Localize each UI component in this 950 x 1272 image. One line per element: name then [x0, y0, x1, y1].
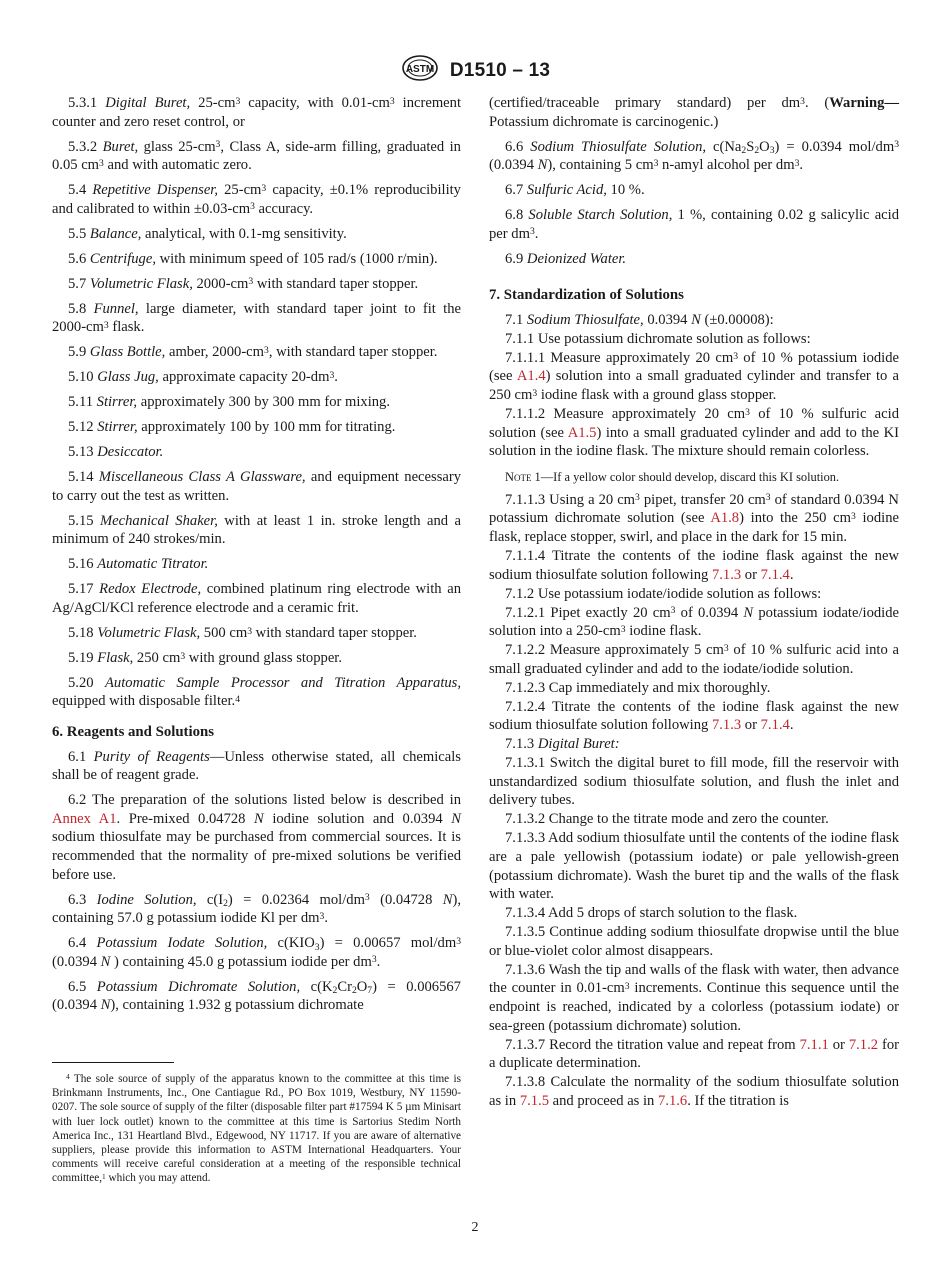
ref-7-1-1[interactable]: 7.1.1 — [799, 1036, 829, 1053]
section-7-1-3-8: 7.1.3.8 Calculate the normality of the sodium thiosulfate solution as in 7.1.5 and proceed as in 7.1.6. If the titration is — [489, 1074, 899, 1109]
section-7-1-2-4: 7.1.2.4 Titrate the contents of the iodine flask against the new sodium thiosulfate solution following 7.1.3 or 7.1.4. — [489, 698, 899, 734]
heading-standardization: 7. Standardization of Solutions — [489, 287, 684, 304]
astm-logo-icon — [400, 54, 440, 87]
section-7-1-3: 7.1.3 Digital Buret: — [505, 736, 620, 753]
section-5-4: 5.4 Repetitive Dispenser, $25-cm^3$ capacity, ±0.1% reproducibility and calibrated to within $\pm 0.03-cm^3$ accuracy. — [52, 182, 461, 217]
section-5-19: 5.19 Flask, 250 $cm^3$ with ground glass stopper. — [68, 649, 343, 666]
section-5-7: 5.7 Volumetric Flask, $2000-cm^3$ with standard taper stopper. — [68, 275, 419, 292]
footnote-divider — [52, 1062, 174, 1063]
section-5-6: 5.6 Centrifuge, with minimum speed of 105 rad/s (1000 r/min). — [68, 250, 438, 267]
page-header — [0, 54, 950, 87]
section-7-1-1-3: 7.1.1.3 Using a 20 $cm^3$ pipet, transfer 20 $cm^3$ of standard 0.0394 N potassium dichromate solution (see A1.8) into the 250 $cm^3$ iodine flask, replace stopper, swirl, and place in the dark for 15 min. — [489, 491, 899, 546]
ref-7-1-6[interactable]: 7.1.6 — [658, 1092, 688, 1109]
page-number: 2 — [471, 1220, 479, 1235]
section-7-1-2-2: 7.1.2.2 Measure approximately 5 $cm^3$ of 10 % sulfuric acid into a small graduated cylinder and add to the iodate/iodide solution. — [489, 642, 899, 677]
section-7-1-3-5: 7.1.3.5 Continue adding sodium thiosulfate dropwise until the blue or blue-violet color almost disappears. — [489, 924, 899, 959]
section-5-8: 5.8 Funnel, large diameter, with standard taper joint to fit the $2000-cm^3$ flask. — [52, 300, 461, 336]
ref-7-1-3[interactable]: 7.1.3 — [711, 717, 742, 734]
section-6-9: 6.9 Deionized Water. — [505, 250, 627, 267]
ref-7-1-2[interactable]: 7.1.2 — [848, 1036, 879, 1053]
left-column — [52, 94, 461, 1021]
section-5-20: 5.20 Automatic Sample Processor and Titration Apparatus, equipped with disposable filter.$^4$ — [52, 674, 461, 710]
section-6-5: 6.5 Potassium Dichromate Solution, $c(K_2Cr_2O_7) = 0.006567$ (0.0394 N), containing 1.932 g potassium dichromate — [52, 978, 461, 1014]
ref-7-1-5[interactable]: 7.1.5 — [519, 1092, 549, 1109]
section-6-6: 6.6 Sodium Thiosulfate Solution, $c(Na_2S_2O_3) = 0.0394$ mol/$dm^3$ (0.0394 N), containing 5 $cm^3$ n-amyl alcohol per $dm^3$. — [489, 138, 899, 174]
section-5-3-1: 5.3.1 Digital Buret, $25-cm^3$ capacity, with $0.01-cm^3$ increment counter and zero reset control, or — [52, 95, 461, 130]
section-7-1-2-3: 7.1.2.3 Cap immediately and mix thoroughly. — [505, 679, 771, 696]
section-6-3: 6.3 Iodine Solution, $c(I_2) = 0.02364$ mol/$dm^3$ (0.04728 N), containing 57.0 g potassium iodide Kl per $dm^3$. — [52, 891, 461, 927]
ref-7-1-4[interactable]: 7.1.4 — [760, 717, 790, 734]
section-7-1-1-4: 7.1.1.4 Titrate the contents of the iodine flask against the new sodium thiosulfate solution following 7.1.3 or 7.1.4. — [489, 548, 899, 583]
annex-link[interactable]: Annex A1 — [52, 810, 117, 827]
section-7-1-2-1: 7.1.2.1 Pipet exactly 20 $cm^3$ of 0.0394 N potassium iodate/iodide solution into a $250-cm^3$ iodine flask. — [489, 604, 899, 640]
standard-designation: D1510 – 13 — [449, 59, 551, 81]
section-6-4: 6.4 Potassium Iodate Solution, $c(KIO_3) = 0.00657$ mol/$dm^3$ (0.0394 N ) containing 45.0 g potassium iodide per $dm^3$. — [52, 935, 461, 970]
ref-a1-5[interactable]: A1.5 — [567, 424, 597, 441]
section-7-1-3-4: 7.1.3.4 Add 5 drops of starch solution to the flask. — [505, 905, 798, 922]
right-column — [489, 94, 899, 1111]
section-5-18: 5.18 Volumetric Flask, 500 $cm^3$ with standard taper stopper. — [68, 624, 417, 641]
section-5-14: 5.14 Miscellaneous Class A Glassware, and equipment necessary to carry out the test as written. — [52, 469, 462, 504]
section-7-1-2: 7.1.2 Use potassium iodate/iodide solution as follows: — [505, 585, 822, 602]
section-6-1: 6.1 Purity of Reagents—Unless otherwise stated, all chemicals shall be of reagent grade. — [52, 748, 461, 784]
footnote-ref: 4 — [235, 694, 241, 706]
section-7-1-1-2: 7.1.1.2 Measure approximately 20 $cm^3$ of 10 % sulfuric acid solution (see A1.5) into a small graduated cylinder and add to the KI solution in the iodine flask. The mixture should remain colorless. — [489, 406, 899, 460]
section-7-1-1-1: 7.1.1.1 Measure approximately 20 $cm^3$ of 10 % potassium iodide (see A1.4) solution into a small graduated cylinder and transfer to a 250 $cm^3$ iodine flask with a ground glass stopper. — [489, 349, 899, 404]
section-5-16: 5.16 Automatic Titrator. — [68, 556, 209, 573]
section-7-1-3-1: 7.1.3.1 Switch the digital buret to fill mode, fill the reservoir with unstandardized sodium thiosulfate solution, and flush the inlet and delivery tubes. — [489, 755, 899, 809]
section-5-10: 5.10 Glass Jug, approximate capacity $20-dm^3$. — [68, 369, 338, 386]
section-6-8: 6.8 Soluble Starch Solution, 1 %, containing 0.02 g salicylic acid per $dm^3$. — [489, 207, 900, 242]
section-5-13: 5.13 Desiccator. — [68, 444, 164, 461]
section-7-1-3-2: 7.1.3.2 Change to the titrate mode and zero the counter. — [505, 811, 829, 828]
section-6-2: 6.2 The preparation of the solutions listed below is described in Annex A1. Pre-mixed 0.04728 N iodine solution and 0.0394 N sodium thiosulfate may be purchased from commercial sources. It is recommended that the normality of pre-mixed solutions be verified before use. — [52, 792, 461, 883]
section-6-7: 6.7 Sulfuric Acid, 10 %. — [505, 182, 645, 199]
section-5-17: 5.17 Redox Electrode, combined platinum ring electrode with an Ag/AgCl/KCl reference electrode and a ceramic frit. — [52, 581, 461, 616]
section-7-1-3-3: 7.1.3.3 Add sodium thiosulfate until the contents of the iodine flask are a pale yellowish (potassium iodate) or pale yellowish-green (potassium dichromate). Wash the buret tip and the walls of the flask with water. — [489, 830, 899, 903]
ref-a1-4[interactable]: A1.4 — [516, 368, 546, 385]
section-5-3-2: 5.3.2 Buret, glass $25-cm^3$, Class A, side-arm filling, graduated in 0.05 $cm^3$ and with automatic zero. — [52, 138, 461, 174]
section-5-12: 5.12 Stirrer, approximately 100 by 100 mm for titrating. — [68, 419, 396, 436]
section-5-9: 5.9 Glass Bottle, amber, $2000-cm^3$, with standard taper stopper. — [68, 344, 438, 361]
footnote: $^4$ The sole source of supply of the apparatus known to the committee at this time is Brinkmann Instruments, Inc., One Cantiague Rd., PO Box 1019, Westbury, NY 11590-0207. The sole source of supply of the filter (disposable filter part #17594 K 5 µm Minisart with luer lock outlet) known to the committee at this time is Sartorius Stedim North America Inc., 131 Heartland Blvd., Edgewood, NY 11717. If you are aware of alternative suppliers, please provide this information to ASTM International Headquarters. Your comments will receive careful consideration at a meeting of the responsible technical committee,$^1$ which you may attend. — [52, 1072, 461, 1185]
section-7-1-3-6: 7.1.3.6 Wash the tip and walls of the flask with water, then advance the counter in $0.01-cm^3$ increments. Continue this sequence until the endpoint is reached, indicated by a colorless (potassium iodate) or sea-green (potassium dichromate) solution. — [489, 961, 899, 1034]
section-5-11: 5.11 Stirrer, approximately 300 by 300 mm for mixing. — [68, 394, 391, 411]
section-6-5-continued: (certified/traceable primary standard) per $dm^3$. (Warning— Potassium dichromate is carcinogenic.) — [489, 95, 899, 130]
section-5-15: 5.15 Mechanical Shaker, with at least 1 in. stroke length and a minimum of 240 strokes/min. — [52, 512, 462, 548]
section-7-1: 7.1 Sodium Thiosulfate, 0.0394 N (±0.00008): — [505, 311, 774, 328]
ref-7-1-4[interactable]: 7.1.4 — [760, 566, 790, 583]
section-7-1-1: 7.1.1 Use potassium dichromate solution as follows: — [505, 330, 811, 347]
note-1: Note 1—If a yellow color should develop, discard this KI solution. — [505, 469, 840, 484]
ref-7-1-3[interactable]: 7.1.3 — [711, 566, 742, 583]
warning-label: Warning— — [829, 95, 899, 111]
section-7-1-3-7: 7.1.3.7 Record the titration value and repeat from 7.1.1 or 7.1.2 for a duplicate determination. — [489, 1036, 899, 1072]
ref-a1-8[interactable]: A1.8 — [710, 510, 740, 527]
heading-reagents: 6. Reagents and Solutions — [52, 724, 214, 741]
section-5-5: 5.5 Balance, analytical, with 0.1-mg sensitivity. — [68, 225, 347, 242]
svg-text:ASTM: ASTM — [405, 64, 435, 75]
